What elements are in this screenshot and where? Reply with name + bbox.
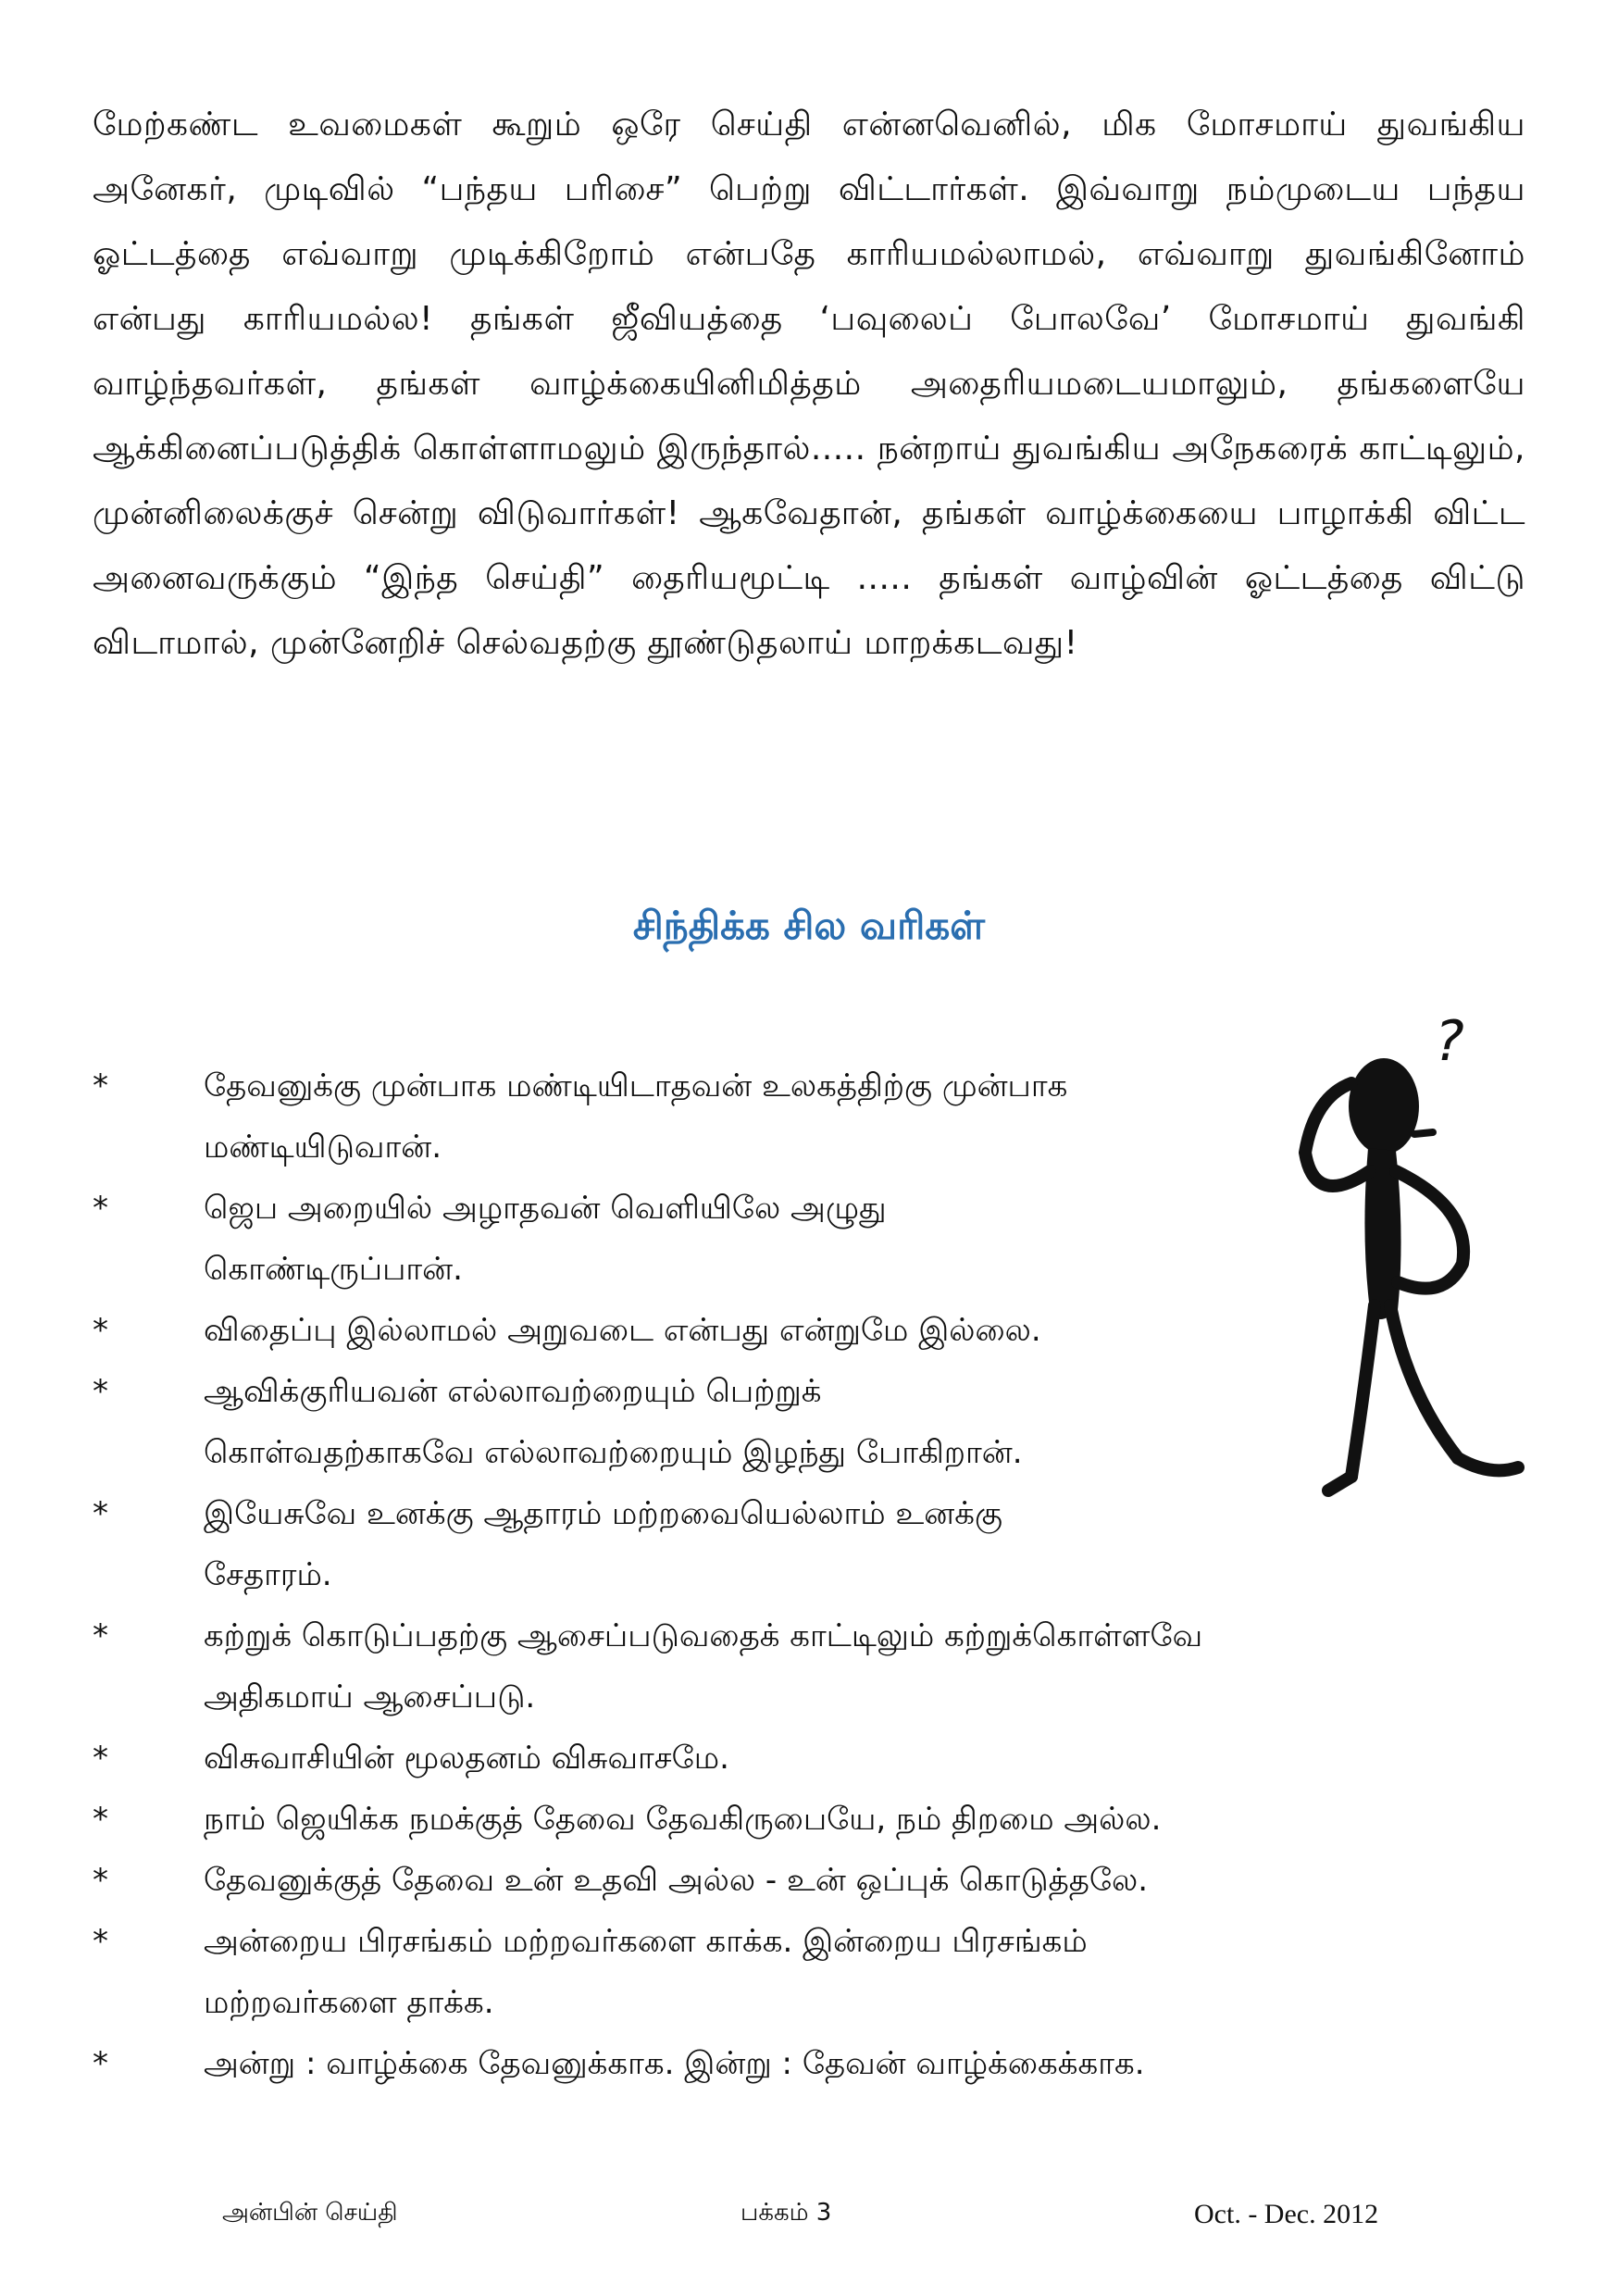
quote-item [93, 1483, 1407, 1605]
quote-item [93, 1178, 1407, 1300]
quote-line: அன்றைய பிரசங்கம் மற்றவர்களை காக்க. இன்றைய பிரசங்கம் [204, 1923, 1088, 1960]
bullet-star: * [93, 1495, 108, 1532]
bullet-star: * [93, 1617, 108, 1654]
bullet-star: * [93, 1862, 108, 1899]
quote-line: மண்டியிடுவான். [204, 1129, 442, 1166]
quote-item [93, 1300, 1407, 1361]
quote-item [93, 1850, 1407, 1911]
page-footer [0, 2199, 1618, 2236]
quote-item [93, 1911, 1407, 2033]
quote-line: விதைப்பு இல்லாமல் அறுவடை என்பது என்றுமே இல்லை. [204, 1312, 1041, 1349]
bullet-star: * [93, 1373, 108, 1410]
quote-line: இயேசுவே உனக்கு ஆதாரம் மற்றவையெல்லாம் உனக்கு [204, 1495, 1002, 1532]
quote-item [93, 1605, 1407, 1728]
bullet-star: * [93, 1923, 108, 1960]
footer-date: Oct. - Dec. 2012 [1194, 2199, 1379, 2229]
quote-item [93, 1361, 1407, 1483]
quote-line: அன்று : வாழ்க்கை தேவனுக்காக. இன்று : தேவன் வாழ்க்கைக்காக. [204, 2045, 1145, 2082]
quote-line: நாம் ஜெயிக்க நமக்குத் தேவை தேவகிருபையே, நம் திறமை அல்ல. [204, 1801, 1162, 1838]
quotes-list [93, 1055, 1407, 2094]
quote-line: விசுவாசியின் மூலதனம் விசுவாசமே. [204, 1740, 729, 1777]
quote-item [93, 1728, 1407, 1789]
question-mark-glyph: ? [1435, 1009, 1464, 1074]
quote-item [93, 1055, 1407, 1178]
quote-item [93, 2033, 1407, 2094]
intro-paragraph: மேற்கண்ட உவமைகள் கூறும் ஒரே செய்தி என்னவெனில், மிக மோசமாய் துவங்கிய அனேகர், முடிவில் “பந்தய பரிசை” பெற்று விட்டார்கள். இவ்வாறு நம்முடைய பந்தய ஓட்டத்தை எவ்வாறு முடிக்கிறோம் என்பதே காரியமல்லாமல், எவ்வாறு துவங்கினோம் என்பது காரியமல்ல! தங்கள் ஜீவியத்தை ‘பவுலைப் போலவே’ மோசமாய் துவங்கி வாழ்ந்தவர்கள், தங்கள் வாழ்க்கையினிமித்தம் அதைரியமடையமாலும், தங்களையே ஆக்கினைப்படுத்திக் கொள்ளாமலும் இருந்தால்..... நன்றாய் துவங்கிய அநேகரைக் காட்டிலும், முன்னிலைக்குச் சென்று விடுவார்கள்! ஆகவேதான், தங்கள் வாழ்க்கையை பாழாக்கி விட்ட அனைவருக்கும் “இந்த செய்தி” தைரியமூட்டி ..... தங்கள் வாழ்வின் ஓட்டத்தை விட்டு விடாமால், முன்னேறிச் செல்வதற்கு தூண்டுதலாய் மாறக்கடவது! [93, 106, 1525, 662]
quote-line: மற்றவர்களை தாக்க. [204, 1984, 494, 2021]
quote-line: தேவனுக்கு முன்பாக மண்டியிடாதவன் உலகத்திற்கு முன்பாக [204, 1067, 1068, 1104]
bullet-star: * [93, 1067, 108, 1104]
quote-line: ஆவிக்குரியவன் எல்லாவற்றையும் பெற்றுக் [204, 1373, 822, 1410]
bullet-star: * [93, 1190, 108, 1227]
quote-line: தேவனுக்குத் தேவை உன் உதவி அல்ல - உன் ஒப்புக் கொடுத்தலே. [204, 1862, 1149, 1899]
quote-item [93, 1789, 1407, 1850]
bullet-star: * [93, 1801, 108, 1838]
quote-line: கொள்வதற்காகவே எல்லாவற்றையும் இழந்து போகிறான். [204, 1434, 1023, 1471]
footer-publication: அன்பின் செய்தி [222, 2199, 398, 2227]
quote-line: கற்றுக் கொடுப்பதற்கு ஆசைப்படுவதைக் காட்டிலும் கற்றுக்கொள்ளவே [204, 1617, 1203, 1654]
section-heading: சிந்திக்க சில வரிகள் [632, 903, 986, 948]
quote-line: கொண்டிருப்பான். [204, 1251, 463, 1288]
bullet-star: * [93, 1312, 108, 1349]
bullet-star: * [93, 2045, 108, 2082]
quote-line: ஜெப அறையில் அழாதவன் வெளியிலே அழுது [204, 1190, 887, 1227]
quote-line: சேதாரம். [204, 1556, 332, 1593]
footer-page-number: பக்கம் 3 [741, 2199, 832, 2227]
bullet-star: * [93, 1740, 108, 1777]
quote-line: அதிகமாய் ஆசைப்படு. [204, 1678, 536, 1716]
